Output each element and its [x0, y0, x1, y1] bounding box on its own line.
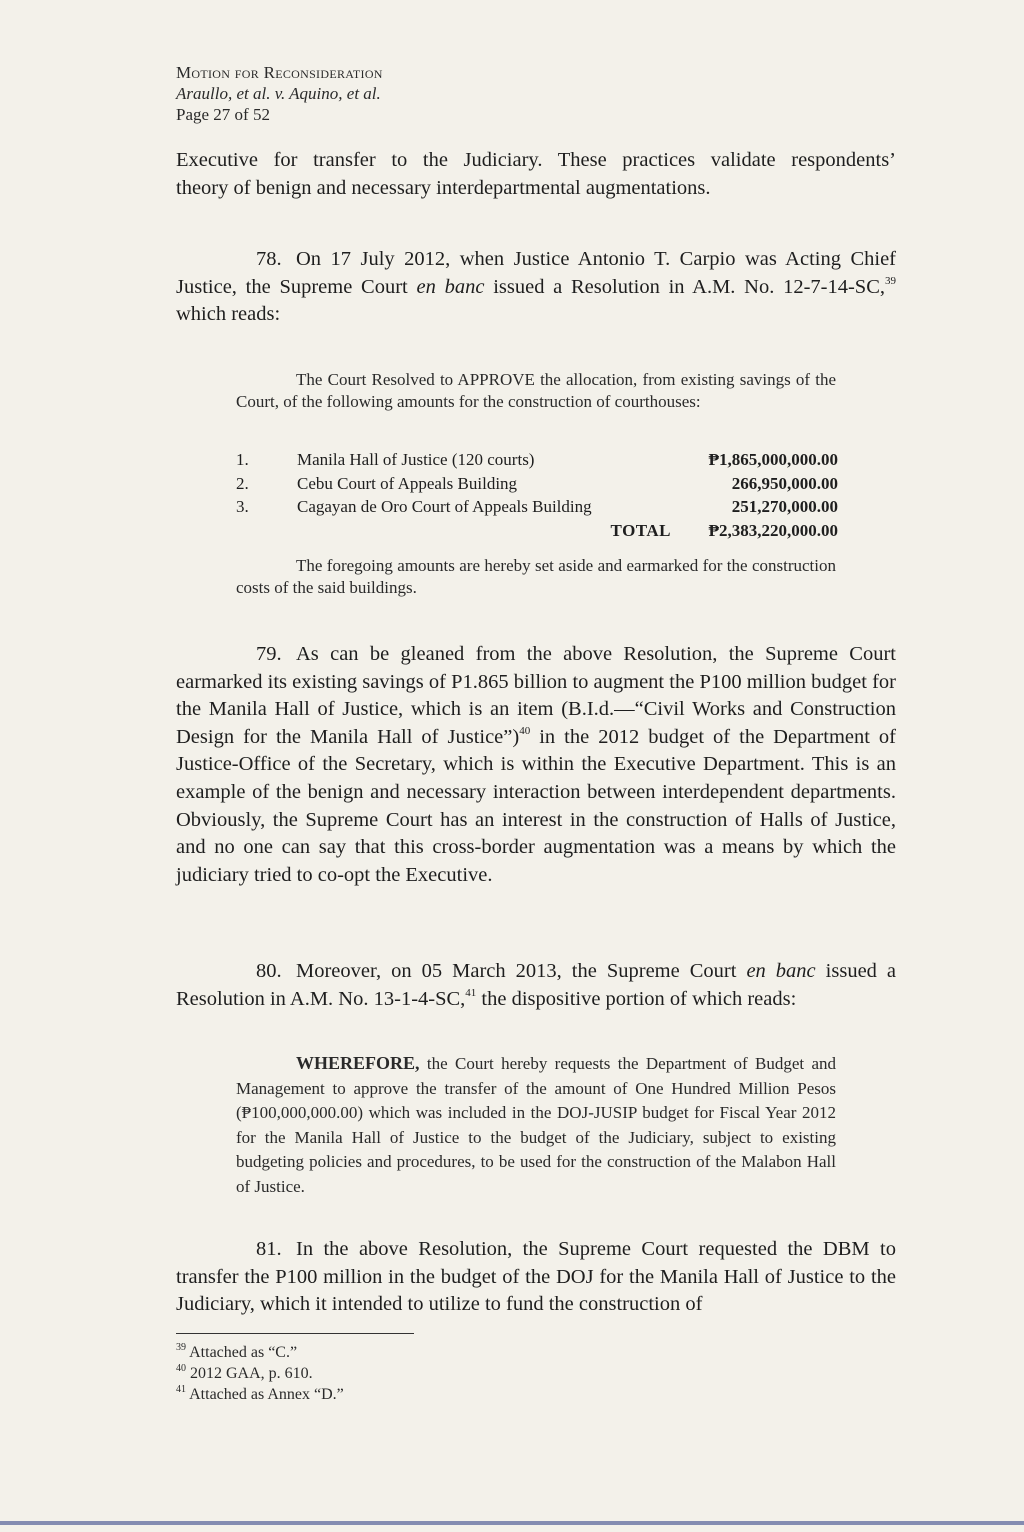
- item-number: 2.: [236, 473, 249, 493]
- continuation-line-2: theory of benign and necessary interdepartmental augmentations.: [176, 176, 711, 199]
- footnote-text: 2012 GAA, p. 610.: [190, 1365, 313, 1382]
- document-title: Motion for Reconsideration: [176, 63, 383, 82]
- footnote-text: Attached as “C.”: [189, 1344, 298, 1361]
- page-header: [176, 62, 383, 125]
- paragraph-text: issued a Resolution in A.M. No. 13-1-4-SC,: [176, 960, 897, 1010]
- paragraph-80: [176, 958, 896, 1013]
- paragraph-text: which reads:: [176, 303, 281, 326]
- paragraph-number: 81.: [256, 1238, 282, 1260]
- scan-edge-line: [0, 1521, 1024, 1525]
- paragraph-text: Moreover, on 05 March 2013, the Supreme Court: [296, 960, 737, 982]
- footnote-40: [176, 1364, 313, 1384]
- page-number: Page 27 of 52: [176, 105, 270, 124]
- paragraph-text: As can be gleaned from the above Resolution, the Supreme Court earmarked its existing savings of P1.865 billion to augment the P100 million budget for the Manila Hall of Justice, which is an item (B.I.d.—“Civil Works and Construction Design for the Manila Hall of Justice”): [176, 643, 896, 748]
- total-label: TOTAL: [610, 520, 671, 540]
- item-amount: ₱1,865,000,000.00: [708, 450, 838, 469]
- footnote-ref-41[interactable]: 41: [465, 986, 477, 999]
- table-total-row: [236, 521, 838, 545]
- item-amount: 251,270,000.00: [731, 497, 838, 516]
- paragraph-79: [176, 641, 896, 889]
- paragraph-text: In the above Resolution, the Supreme Court requested the DBM to transfer the P100 million in the budget of the DOJ for the Manila Hall of Justice to the Judiciary, which it intended to utilize to fund the construction of: [176, 1238, 896, 1316]
- footnote-41: [176, 1385, 344, 1405]
- footnote-separator: [176, 1333, 414, 1334]
- table-row: [236, 497, 838, 521]
- quote-text: the Court hereby requests the Department of Budget and Management to approve the transfer of the amount of One Hundred Million Pesos (₱100,000,000.00) which was included in the DOJ-JUSIP budget for Fiscal Year 2012 for the Manila Hall of Justice to the budget of the Judiciary, subject to existing budgeting policies and procedures, to be used for the construction of the Malabon Hall of Justice.: [236, 1054, 836, 1196]
- footnote-number: 39: [176, 1341, 186, 1353]
- footnote-ref-40[interactable]: 40: [519, 724, 531, 737]
- paragraph-text: issued a Resolution in A.M. No. 12-7-14-SC,: [493, 275, 886, 298]
- block-quote-wherefore: [236, 1051, 836, 1200]
- footnote-ref-39[interactable]: 39: [885, 274, 897, 287]
- item-amount: 266,950,000.00: [731, 473, 838, 493]
- total-amount: ₱2,383,220,000.00: [708, 520, 838, 540]
- table-row: [236, 450, 838, 474]
- quote-text: The foregoing amounts are hereby set aside and earmarked for the construction costs of the said buildings.: [236, 556, 836, 597]
- paragraph-81: [176, 1236, 896, 1319]
- item-label: Cebu Court of Appeals Building: [297, 473, 518, 493]
- paragraph-number: 79.: [256, 643, 282, 665]
- block-quote-closing: [236, 555, 836, 598]
- paragraph-text: in the 2012 budget of the Department of Justice-Office of the Secretary, which is within the Executive Department. This is an example of the benign and necessary interaction between interdependent departments. Obviously, the Supreme Court has an interest in the construction of Halls of Justice, and no one can say that this cross-border augmentation was a means by which the judiciary tried to co-opt the Executive.: [176, 725, 897, 886]
- paragraph-continuation: [176, 147, 896, 202]
- footnote-number: 41: [176, 1383, 186, 1395]
- item-number: 1.: [236, 450, 249, 469]
- quote-text: The Court Resolved to APPROVE the allocation, from existing savings of the Court, of the following amounts for the construction of courthouses:: [236, 370, 836, 411]
- continuation-line-1: Executive for transfer to the Judiciary. These practices validate respondents’: [176, 149, 896, 171]
- item-label: Cagayan de Oro Court of Appeals Building: [297, 497, 592, 516]
- footnote-39: [176, 1343, 297, 1363]
- paragraph-text: the dispositive portion of which reads:: [481, 987, 797, 1010]
- table-row: [236, 474, 838, 498]
- paragraph-text: On 17 July 2012, when Justice Antonio T. Carpio was Acting Chief Justice, the Supreme Court: [176, 248, 896, 298]
- italic-term: en banc: [746, 960, 816, 982]
- item-label: Manila Hall of Justice (120 courts): [297, 450, 535, 469]
- paragraph-78: [176, 246, 896, 329]
- item-number: 3.: [236, 497, 249, 516]
- paragraph-number: 80.: [256, 960, 282, 982]
- block-quote-resolution: [236, 369, 836, 412]
- allocation-table: [236, 450, 838, 544]
- wherefore-label: WHEREFORE,: [296, 1053, 420, 1073]
- paragraph-number: 78.: [256, 248, 282, 270]
- footnote-number: 40: [176, 1362, 186, 1374]
- case-caption: Araullo, et al. v. Aquino, et al.: [176, 84, 381, 103]
- footnote-text: Attached as Annex “D.”: [189, 1386, 344, 1403]
- italic-term: en banc: [416, 275, 485, 298]
